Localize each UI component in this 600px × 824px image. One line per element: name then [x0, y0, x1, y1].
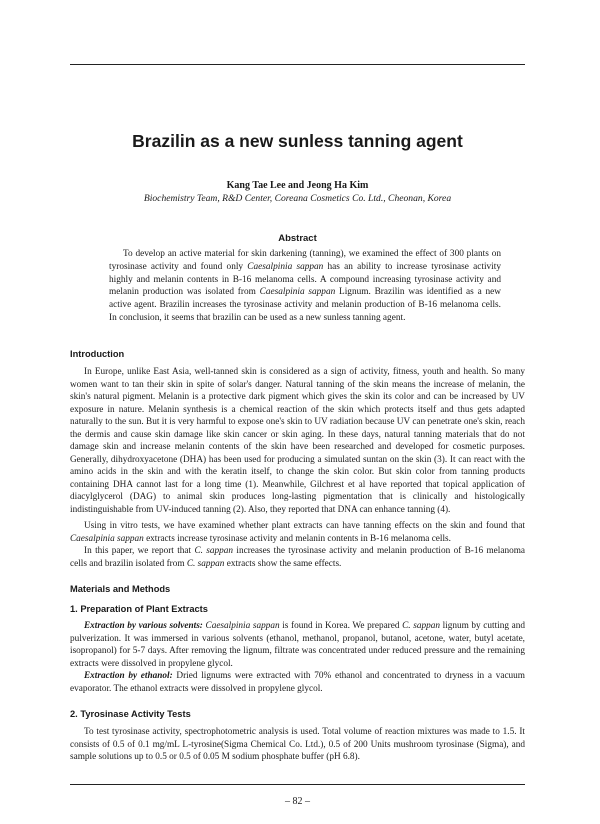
methods-paragraph-2: Extraction by ethanol: Dried lignums were extracted with 70% ethanol and concentrated to dryness in a vacuum evaporator. The ethanol extracts were dissolved in propylene glycol. — [70, 671, 525, 694]
authors: Kang Tae Lee and Jeong Ha Kim — [226, 180, 369, 191]
introduction-heading: Introduction — [70, 349, 125, 359]
header-rule — [70, 64, 525, 65]
methods-paragraph-1: Extraction by various solvents: Caesalpinia sappan is found in Korea. We prepared C. sappan lignum by cutting and pulverization. It was immersed in various solvents (ethanol, methanol, propanol, butanol, acetone, water, butyl acetate, isopropanol) for 5-7 days. After removing the lignum, filtrate was concentrated under reduced pressure and the remaining extracts were dissolved in propylene glycol. — [70, 621, 525, 669]
subsection-heading-1: 1. Preparation of Plant Extracts — [70, 604, 208, 614]
footer-rule — [70, 784, 525, 785]
paper-title: Brazilin as a new sunless tanning agent — [132, 131, 463, 151]
subsection-heading-2: 2. Tyrosinase Activity Tests — [70, 709, 191, 719]
abstract-text: To develop an active material for skin darkening (tanning), we examined the effect of 300 plants on tyrosinase activity and found only Caesalpinia sappan has an ability to increase tyrosinase activity highly and melanin contents in B-16 melanoma cells. A compound increasing tyrosinase activity and melanin production was isolated from Caesalpinia sappan Lignum. Brazilin was identified as a new active agent. Brazilin increases the tyrosinase activity and melanin production of B-16 melanoma cells. In conclusion, it seems that brazilin can be used as a new sunless tanning agent. — [109, 249, 501, 323]
intro-paragraph-1: In Europe, unlike East Asia, well-tanned skin is considered as a sign of activity, fitness, youth and health. So many women want to tan their skin in spite of solar's danger. Natural tanning of the skin means the increase of melanin, the skin's natural pigment. Melanin is a protective dark pigment which gives the skin its color and can be increased by UV exposure in nature. Melanin synthesis is a chemical reaction of the skin which protects itself and thus gets adapted naturally to the sun. But it is very harmful to expose one's skin to UV radiation because UV can penetrate one's skin, reach the dermis and cause skin damage like skin cancer or skin aging. In these days, natural tanning materials that do not damage skin and increase melanin contents of the skin have been researched and developed for cosmetic purposes. Generally, dihydroxyacetone (DHA) has been used for producing a simulated suntan on the skin (3). It can react with the amino acids in the skin and with the keratin itself, to change the skin color. But skin color from tanning products containing DHA cannot last for a long time (1). Meanwhile, Gilchrest et al have reported that topical application of diacylglycerol (DAG) to animal skin produces long-lasting pigmentation that is clinically and histologically indistinguishable from UV-induced tanning (2). Also, they reported that DNA can enhance tanning (4). — [70, 367, 525, 515]
page-number: – 82 – — [285, 796, 310, 807]
abstract-heading: Abstract — [278, 233, 317, 244]
methods-heading: Materials and Methods — [70, 584, 171, 594]
affiliation: Biochemistry Team, R&D Center, Coreana Cosmetics Co. Ltd., Cheonan, Korea — [143, 193, 452, 204]
methods-paragraph-3: To test tyrosinase activity, spectrophotometric analysis is used. Total volume of reaction mixtures was made to 1.5. It consists of 0.5 of 0.1 mg/mL L-tyrosine(Sigma Chemical Co. Ltd.), 0.5 of 200 Units mushroom tyrosinase (Sigma), and sample solutions up to 0.5 or 0.5 of 0.05 M sodium phosphate buffer (pH 6.8). — [70, 727, 525, 762]
intro-paragraph-2: Using in vitro tests, we have examined whether plant extracts can have tanning effects on the skin and found that Caesalpinia sappan extracts increase tyrosinase activity and melanin contents in B-16 melanoma cells. — [70, 521, 525, 544]
intro-paragraph-3: In this paper, we report that C. sappan increases the tyrosinase activity and melanin production of B-16 melanoma cells and brazilin isolated from C. sappan extracts show the same effects. — [70, 546, 526, 569]
